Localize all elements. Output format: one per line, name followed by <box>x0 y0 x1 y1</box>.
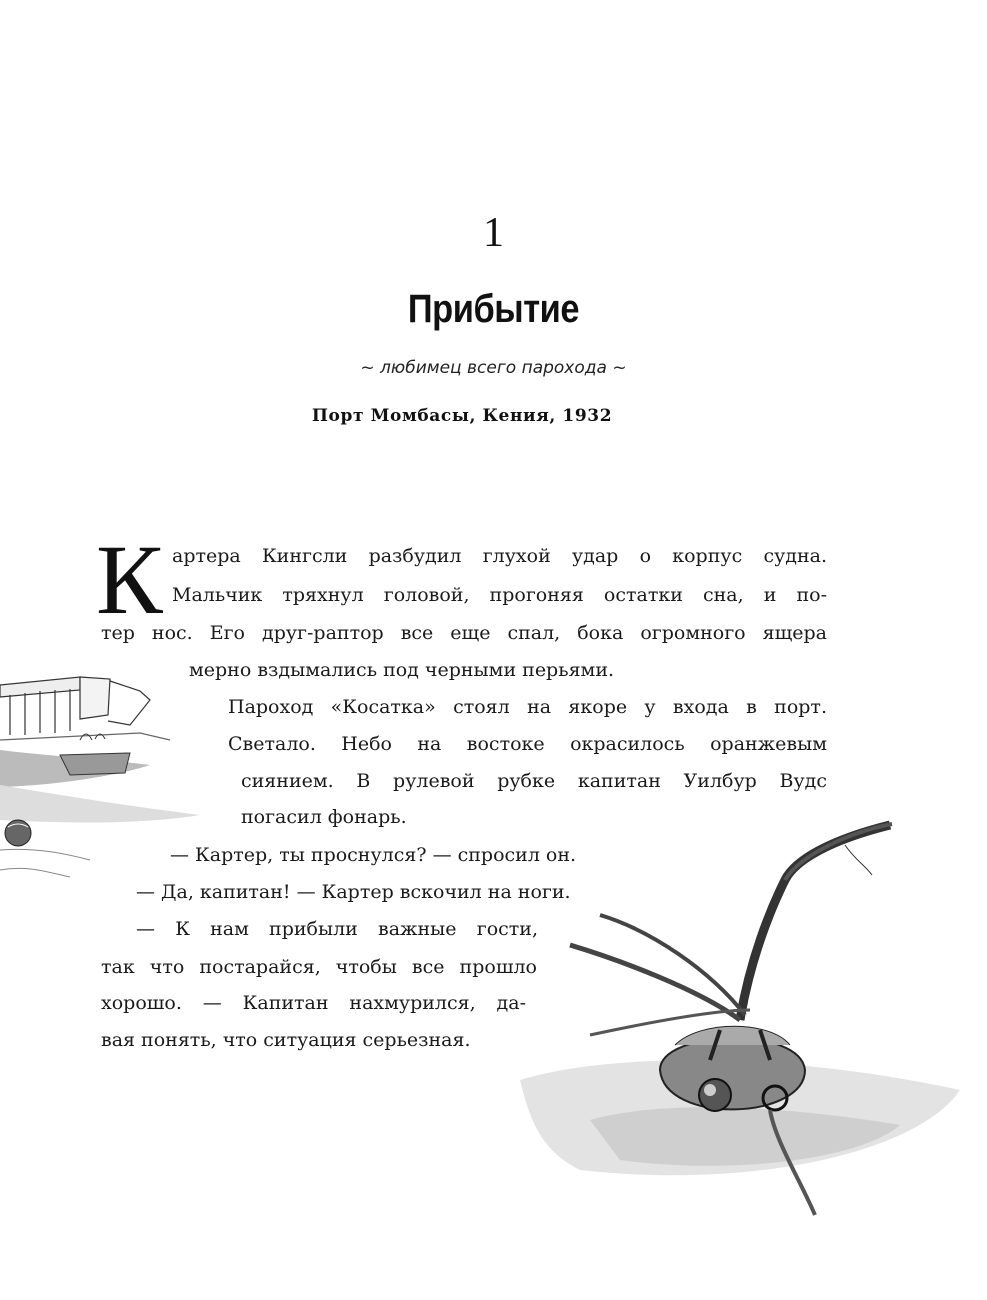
body-line: вая понять, что ситуация серьезная. <box>101 1029 471 1051</box>
drop-cap: К <box>96 524 163 635</box>
body-line: — К нам прибыли важные гости, <box>136 918 538 940</box>
body-line: Мальчик тряхнул головой, прогоняя остатки сна, и по- <box>172 584 827 606</box>
body-line: хорошо. — Капитан нахмурился, да- <box>101 992 526 1014</box>
body-line: — Да, капитан! — Картер вскочил на ноги. <box>136 881 571 903</box>
body-line: мерно вздымались под черными перьями. <box>189 659 615 681</box>
body-line: — Картер, ты проснулся? — спросил он. <box>170 844 577 866</box>
chapter-number: 1 <box>483 210 504 256</box>
body-line: тер нос. Его друг-раптор все еще спал, бока огромного ящера <box>101 622 827 644</box>
chapter-title: Прибытие <box>407 287 580 331</box>
body-line: Светало. Небо на востоке окрасилось оранжевым <box>228 733 827 755</box>
body-line: погасил фонарь. <box>241 806 407 828</box>
chapter-subtitle: ~ любимец всего парохода ~ <box>360 358 627 378</box>
body-line: сиянием. В рулевой рубке капитан Уилбур Вудс <box>241 770 827 792</box>
chapter-location: Порт Момбасы, Кения, 1932 <box>311 406 613 426</box>
body-line: артера Кингсли разбудил глухой удар о корпус судна. <box>172 545 827 567</box>
body-line: так что постарайся, чтобы все прошло <box>101 956 537 978</box>
body-line: Пароход «Косатка» стоял на якоре у входа в порт. <box>228 696 827 718</box>
